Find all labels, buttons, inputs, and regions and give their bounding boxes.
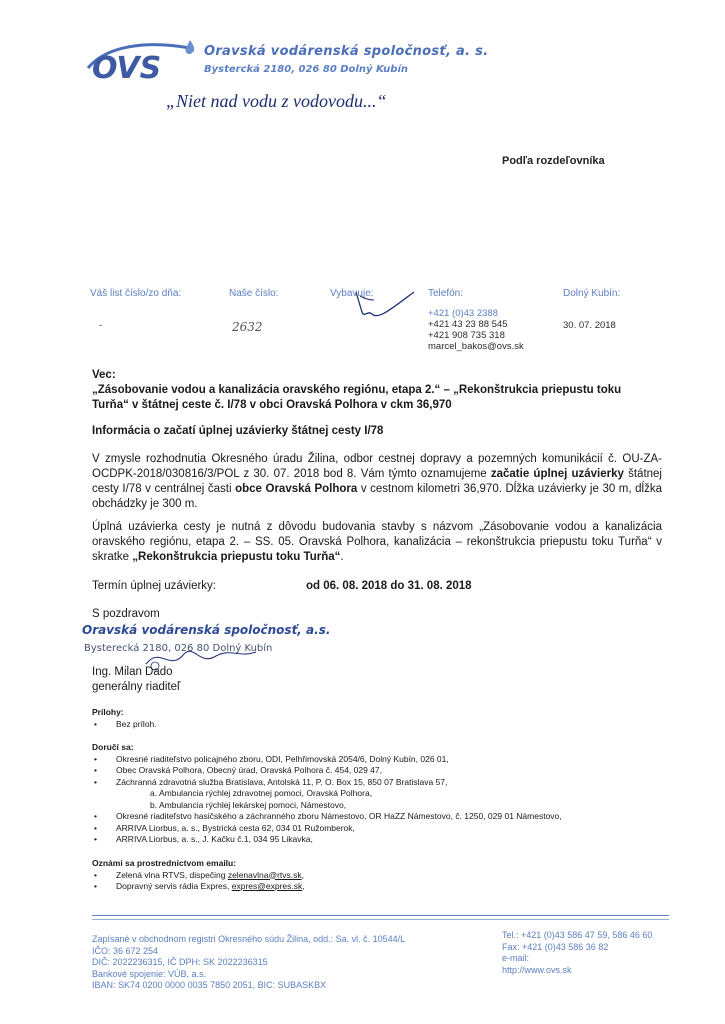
footer-line: IČO: 36 672 254 (92, 945, 159, 956)
svg-text:OVS: OVS (92, 51, 162, 82)
greeting: S pozdravom (92, 608, 160, 620)
company-name: Oravská vodárenská spoločnosť, a. s. (204, 44, 489, 59)
list-item: • Okresné riaditeľstvo hasičského a záchranného zboru Námestovo, OR HaZZ Námestovo, č. 1250, 029 01 Námestovo, (92, 811, 702, 823)
footer-left (92, 934, 472, 992)
subject-label: Vec: (92, 369, 116, 381)
attachments-section (92, 707, 692, 730)
subject-line-2: Turňa“ v štátnej ceste č. I/78 v obci Oravská Polhora v ckm 36,970 (92, 399, 452, 411)
paragraph-bold: „Rekonštrukcia priepustu toku Turňa“ (132, 551, 341, 563)
phone-label: Telefón: (428, 288, 464, 299)
paragraph-1 (92, 452, 662, 512)
footer-line: Bankové spojenie: VÚB, a.s. (92, 968, 207, 979)
delivered-label: Doručí sa: (92, 742, 134, 752)
company-address: Bystercká 2180, 026 80 Dolný Kubín (204, 64, 409, 75)
delivered-section (92, 742, 702, 846)
your-letter-value: - (99, 320, 103, 331)
list-item-text: Dopravný servis rádia Expres, (116, 881, 232, 891)
list-item: • Okresné riaditeľstvo policajného zboru, ODI, Pelhřimovská 2054/6, Dolný Kubín, 026 01, (92, 754, 702, 766)
list-item: • ARRIVA Liorbus, a. s., J. Kačku č.1, 034 95 Likavka, (92, 834, 702, 846)
paragraph-bold: obce Oravská Polhora (235, 483, 358, 495)
delivered-list (92, 754, 702, 789)
list-item: • ARRIVA Liorbus, a. s., Bystrická cesta 62, 034 01 Ružomberok, (92, 823, 702, 835)
footer-right (502, 930, 702, 976)
signer-title: generálny riaditeľ (92, 681, 181, 693)
footer-line: Zapísané v obchodnom registri Okresného súdu Žilina, odd.: Sa, vl. č. 10544/L (92, 934, 406, 944)
term-label: Termín úplnej uzávierky: (92, 580, 216, 592)
paragraph-text: v cestnom kilometri 36,970. Dĺžka uzávierky je 30 m, dĺžka obchádzky je 300 m. (92, 483, 662, 510)
footer-line: IBAN: SK74 0200 0000 0035 7850 2051, BIC: SUBASKBX (92, 980, 327, 990)
footer-divider (92, 915, 669, 916)
phone-block (428, 308, 524, 352)
paragraph-2 (92, 520, 662, 565)
phone-line: +421 (0)43 2388 (428, 308, 498, 319)
list-item: • Bez príloh. (92, 719, 692, 731)
info-heading: Informácia o začatí úplnej uzávierky štátnej cesty I/78 (92, 425, 384, 437)
email-link[interactable]: zelenavlna@rtvs.sk (227, 869, 302, 880)
date-value: 30. 07. 2018 (563, 320, 616, 331)
list-item: • Záchranná zdravotná služba Bratislava, Antolská 11, P. O. Box 15, 850 07 Bratislava 57, (92, 777, 702, 789)
phone-line: +421 908 735 318 (428, 330, 505, 341)
footer-link[interactable]: http://www.ovs.sk (502, 964, 572, 975)
company-stamp-line2: Bysterecká 2180, 026 80 Dolný Kubín (84, 643, 273, 654)
company-stamp-line1: Oravská vodárenská spoločnosť, a.s. (82, 623, 331, 637)
paragraph-text: štátnej cesty I/78 v centrálnej časti (92, 468, 662, 495)
attachments-list (92, 719, 692, 731)
initials-signature (350, 288, 420, 322)
delivered-list-2 (92, 811, 702, 846)
phone-line: +421 43 23 88 545 (428, 319, 508, 330)
list-item: • Zelená vlna RTVS, dispečing zelenavlna@rtvs.sk, (92, 870, 692, 882)
recipient: Podľa rozdeľovníka (502, 155, 605, 167)
email-line: marcel_bakos@ovs.sk (428, 341, 524, 352)
footer-divider (92, 919, 669, 920)
slogan: „Niet nad vodu z vodovodu...“ (166, 91, 387, 111)
our-number-label: Naše číslo: (229, 288, 279, 299)
footer-line: e-mail: (502, 953, 530, 963)
footer-line: DIČ: 2022236315, IČ DPH: SK 2022236315 (92, 957, 268, 967)
handled-by-label: Vybavuje: (330, 288, 374, 299)
paragraph-text: V zmysle rozhodnutia Okresného úradu Žilina, odbor cestnej dopravy a pozemných komunikácií č. OU-ZA-OCDPK-2018/030816/3/POL z 30. 07. 2018 bod 8. Vám týmto oznamujeme (92, 453, 662, 480)
list-item-text: Zelená vlna RTVS, dispečing (116, 869, 228, 880)
attachments-label: Prílohy: (92, 707, 124, 717)
list-item: • Dopravný servis rádia Expres, expres@expres.sk, (92, 881, 692, 893)
email-notify-label: Oznámi sa prostredníctvom emailu: (92, 858, 237, 868)
sub-item: b. Ambulancia rýchlej lekárskej pomoci, Námestovo, (150, 799, 347, 810)
footer-line: Tel.: +421 (0)43 586 47 59, 586 46 60 (502, 930, 653, 940)
signer-name: Ing. Milan Dado (92, 666, 173, 678)
subject-block (92, 368, 652, 413)
sub-item: a. Ambulancia rýchlej zdravotnej pomoci, Oravská Polhora, (150, 788, 373, 798)
term-value: od 06. 08. 2018 do 31. 08. 2018 (306, 580, 472, 592)
footer-line: Fax: +421 (0)43 586 36 82 (502, 941, 609, 952)
email-notify-section (92, 858, 692, 893)
email-link[interactable]: expres@expres.sk (231, 881, 303, 891)
place-label: Dolný Kubín: (563, 288, 621, 299)
paragraph-text: Úplná uzávierka cesty je nutná z dôvodu budovania stavby s názvom „Zásobovanie vodou a kanalizácia oravského regiónu, etapa 2. – SS. 05. Oravská Polhora, kanalizácia – rekonštrukcia priepustu toku Turňa“ v skratke (92, 521, 662, 563)
your-letter-label: Váš list číslo/zo dňa: (90, 288, 182, 299)
email-notify-list (92, 870, 692, 893)
paragraph-bold: začatie úplnej uzávierky (490, 468, 624, 480)
paragraph-text: . (340, 551, 344, 563)
ovs-logo (86, 38, 198, 82)
list-item: • Obec Oravská Polhora, Obecný úrad, Oravská Polhora č. 454, 029 47, (92, 765, 702, 777)
our-number-value: 2632 (232, 320, 263, 334)
subject-line-1: „Zásobovanie vodou a kanalizácia oravského regiónu, etapa 2.“ – „Rekonštrukcia priepustu toku (92, 384, 622, 396)
